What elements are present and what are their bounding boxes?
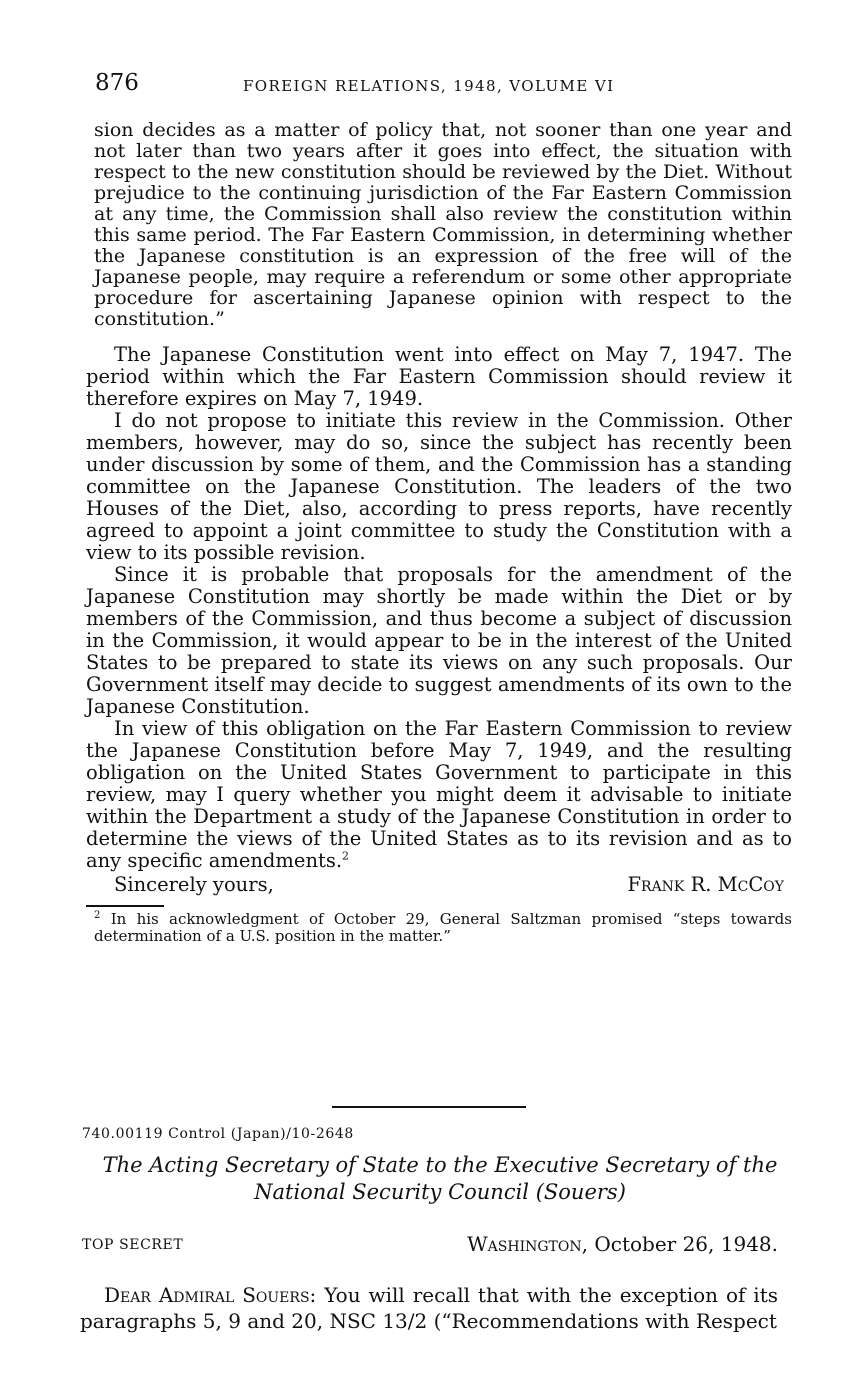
closing-line [86, 873, 792, 897]
footnote-text: In his acknowledgment of October 29, General Saltzman promised “steps towards determination of a U.S. position in the matter.” [94, 910, 792, 945]
quoted-paragraph: sion decides as a matter of policy that, not sooner than one year and not later than two years after it goes into effect, the situation with respect to the new constitution should be reviewed by the Diet. Without prejudice to the continuing jurisdiction of the Far Eastern Commission at any time, the Commission shall also review the constitution within this same period. The Far Eastern Commission, in determining whether the Japanese constitution is an expression of the free will of the Japanese people, may require a referendum or some other appropriate procedure for ascertaining Japanese opinion with respect to the constitution.” [94, 119, 792, 330]
running-head: FOREIGN RELATIONS, 1948, VOLUME VI [243, 77, 615, 95]
body-paragraph: Since it is probable that proposals for the amendment of the Japanese Constitution may shortly be made within the Diet or by members of the Commission, and thus become a subject of discussion in the Commission, it would appear to be in the interest of the United States to be prepared to state its views on any such proposals. Our Government itself may decide to suggest amendments of its own to the Japanese Constitution. [86, 563, 792, 718]
footnote-reference: 2 [342, 849, 350, 863]
body-paragraph: I do not propose to initiate this review in the Commission. Other members, however, may do so, since the subject has recently been under discussion by some of them, and the Commission has a standing committee on the Japanese Constitution. The leaders of the two Houses of the Diet, also, according to press reports, have recently agreed to appoint a joint committee to study the Constitution with a view to its possible revision. [86, 409, 792, 564]
body-paragraph: The Japanese Constitution went into effect on May 7, 1947. The period within which the Far Eastern Commission should review it therefore expires on May 7, 1949. [86, 343, 792, 410]
salutation [80, 1283, 310, 1307]
date: October 26, 1948. [587, 1232, 778, 1256]
footnote [86, 911, 792, 945]
letter-opening [80, 1282, 778, 1334]
place-and-date [467, 1232, 778, 1256]
page-number: 876 [95, 70, 139, 96]
body-paragraph-with-note [86, 718, 792, 872]
footnote-rule [86, 905, 164, 907]
salutation-name: Dear Admiral Souers [104, 1283, 310, 1307]
letter-body [86, 120, 792, 945]
footnote-mark: 2 [94, 910, 101, 921]
classification-marking: TOP SECRET [82, 1237, 184, 1253]
page-header [95, 70, 795, 102]
section-divider [332, 1106, 526, 1108]
document-title-line: National Security Council (Souers) [254, 1180, 626, 1204]
document-title [82, 1152, 798, 1206]
opening-text: : You will recall that with the exception of its paragraphs 5, 9 and 20, NSC 13/2 (“Recommendations with Respect [80, 1283, 779, 1333]
signature: Frank R. McCoy [627, 873, 784, 896]
document-title-line: The Acting Secretary of State to the Executive Secretary of the [102, 1153, 778, 1177]
file-number: 740.00119 Control (Japan)/10-2648 [82, 1126, 354, 1142]
complimentary-close: Sincerely yours, [114, 873, 274, 896]
place: Washington, [467, 1232, 588, 1256]
body-paragraph-text: In view of this obligation on the Far Eastern Commission to review the Japanese Constitution before May 7, 1949, and the resulting obligation on the United States Government to participate in this review, may I query whether you might deem it advisable to initiate within the Department a study of the Japanese Constitution in order to determine the views of the United States as to its revision and as to any specific amendments. [86, 717, 792, 872]
classification-line [82, 1232, 778, 1260]
